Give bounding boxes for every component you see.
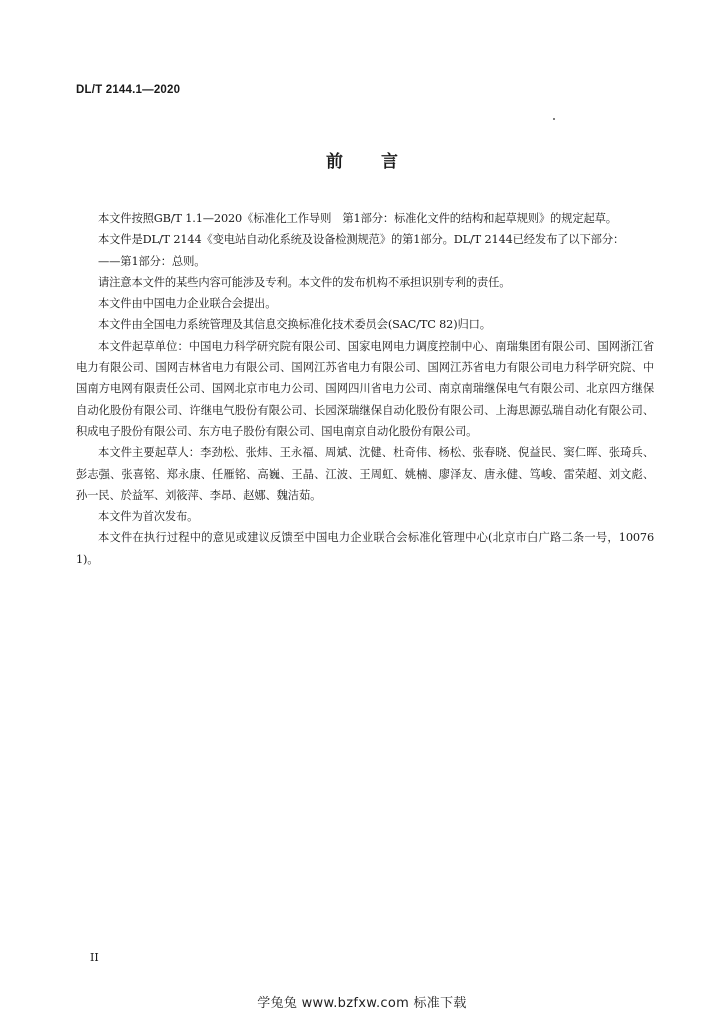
page-number: II xyxy=(90,951,99,964)
paragraph-proposer: 本文件由中国电力企业联合会提出。 xyxy=(98,297,277,311)
page-title: 前言 xyxy=(326,152,436,172)
watermark-link[interactable]: 学兔兔 www.bzfxw.com 标准下载 xyxy=(257,996,467,1011)
paragraph-feedback: 本文件在执行过程中的意见或建议反馈至中国电力企业联合会标准化管理中心(北京市白广路二条一号，100761)。 xyxy=(76,531,654,566)
paragraph-drafting-units: 本文件起草单位：中国电力科学研究院有限公司、国家电网电力调度控制中心、南瑞集团有限公司、国网浙江省电力有限公司、国网吉林省电力有限公司、国网江苏省电力有限公司、国网江苏省电力有限公司电力科学研究院、中国南方电网有限责任公司、国网北京市电力公司、国网四川省电力公司、南京南瑞继保电气有限公司、北京四方继保自动化股份有限公司、许继电气股份有限公司、长园深瑞继保自动化股份有限公司、上海思源弘瑞自动化有限公司、积成电子股份有限公司、东方电子股份有限公司、国电南京自动化股份有限公司。 xyxy=(76,339,654,438)
paragraph-committee: 本文件由全国电力系统管理及其信息交换标准化技术委员会(SAC/TC 82)归口。 xyxy=(98,318,491,332)
paragraph-drafting-basis: 本文件按照GB/T 1.1—2020《标准化工作导则 第1部分：标准化文件的结构和起草规则》的规定起草。 xyxy=(98,212,617,225)
paragraph-first-release: 本文件为首次发布。 xyxy=(98,510,199,524)
decorative-dot xyxy=(553,118,555,120)
standard-code: DL/T 2144.1—2020 xyxy=(76,84,181,96)
foreword-body xyxy=(76,208,654,570)
paragraph-part-list-item: ——第1部分：总则。 xyxy=(98,254,206,268)
paragraph-drafters: 本文件主要起草人：李劲松、张炜、王永福、周斌、沈健、杜奇伟、杨松、张春晓、倪益民、窦仁晖、张琦兵、彭志强、张喜铭、郑永康、任雁铭、高巍、王晶、江波、王周虹、姚楠、廖泽友、唐永健、笃峻、雷荣超、刘文彪、孙一民、於益军、刘筱萍、李昂、赵娜、魏洁茹。 xyxy=(76,446,654,502)
paragraph-part-info: 本文件是DL/T 2144《变电站自动化系统及设备检测规范》的第1部分。DL/T 2144已经发布了以下部分： xyxy=(98,233,625,247)
paragraph-patent-notice: 请注意本文件的某些内容可能涉及专利。本文件的发布机构不承担识别专利的责任。 xyxy=(98,275,511,289)
